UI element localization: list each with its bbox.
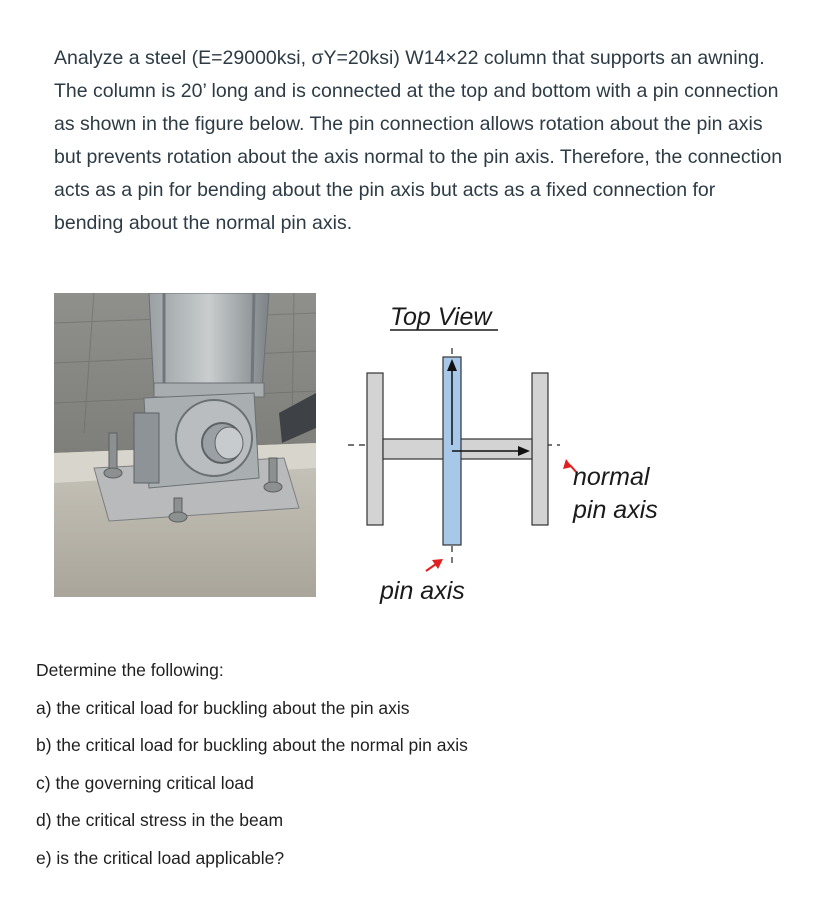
question-d: d) the critical stress in the beam: [36, 810, 284, 830]
questions-list: [36, 655, 468, 880]
pin-pointer: [426, 564, 436, 571]
question-c: c) the governing critical load: [36, 772, 254, 793]
pin-connection-photo: [54, 293, 316, 597]
question-b: b) the critical load for buckling about the normal pin axis: [36, 735, 468, 755]
questions-lead: Determine the following:: [36, 660, 224, 680]
problem-statement: Analyze a steel (E=29000ksi, σY=20ksi) W14×22 column that supports an awning. The column is 20’ long and is connected at the top and bottom with a pin connection as shown in the figure below. The pin connection allows rotation about the pin axis but prevents rotation about the axis normal to the pin axis. Therefore, the connection acts as a pin for bending about the pin axis but acts as a fixed connection for bending about the normal pin axis.: [54, 47, 783, 234]
pin-axis-label: pin axis: [380, 577, 465, 605]
left-flange: [367, 373, 383, 525]
normal-label-line2: pin axis: [573, 496, 658, 524]
normal-label-line1: normal: [573, 463, 650, 491]
normal-pointer-head: [563, 459, 572, 469]
top-view-diagram: [330, 293, 690, 613]
question-a: a) the critical load for buckling about the pin axis: [36, 697, 410, 718]
right-flange: [532, 373, 548, 525]
pin-pointer-head: [432, 559, 443, 569]
question-e: e) is the critical load applicable?: [36, 847, 285, 868]
top-view-label: Top View: [390, 303, 492, 331]
